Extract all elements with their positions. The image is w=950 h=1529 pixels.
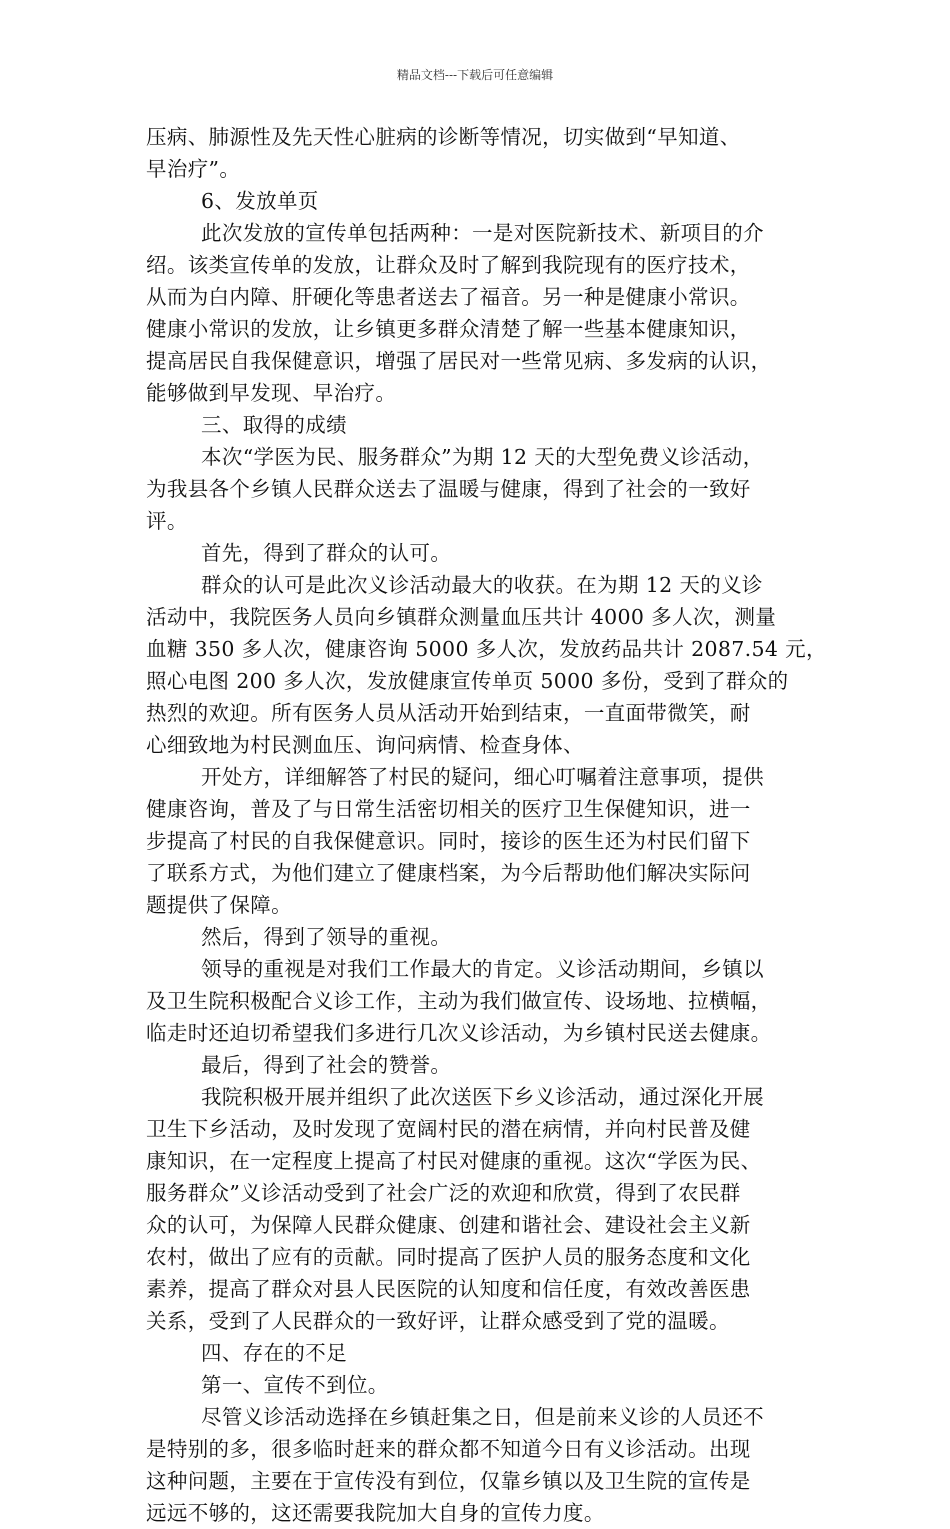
text-line: 此次发放的宣传单包括两种：一是对医院新技术、新项目的介 xyxy=(201,221,764,245)
text-line: 四、存在的不足 xyxy=(201,1341,347,1365)
text-line: 能够做到早发现、早治疗。 xyxy=(146,381,397,405)
text-line: 6、发放单页 xyxy=(201,189,319,213)
text-line: 卫生下乡活动，及时发现了宽阔村民的潜在病情，并向村民普及健 xyxy=(146,1117,751,1141)
text-line: 活动中，我院医务人员向乡镇群众测量血压共计 4000 多人次，测量 xyxy=(146,605,777,629)
text-line: 素养，提高了群众对县人民医院的认知度和信任度，有效改善医患 xyxy=(146,1277,751,1301)
text-line: 提高居民自我保健意识，增强了居民对一些常见病、多发病的认识， xyxy=(146,349,772,373)
text-line: 领导的重视是对我们工作最大的肯定。义诊活动期间，乡镇以 xyxy=(201,957,764,981)
text-line: 众的认可，为保障人民群众健康、创建和谐社会、建设社会主义新 xyxy=(146,1213,751,1237)
text-line: 开处方，详细解答了村民的疑问，细心叮嘱着注意事项，提供 xyxy=(201,765,764,789)
text-line: 三、取得的成绩 xyxy=(201,413,347,437)
text-line: 从而为白内障、肝硬化等患者送去了福音。另一种是健康小常识。 xyxy=(146,285,751,309)
text-line: 健康小常识的发放，让乡镇更多群众清楚了解一些基本健康知识， xyxy=(146,317,751,341)
text-line: 远远不够的，这还需要我院加大自身的宣传力度。 xyxy=(146,1501,605,1525)
text-line: 为我县各个乡镇人民群众送去了温暖与健康，得到了社会的一致好 xyxy=(146,477,751,501)
page-header: 精品文档---下载后可任意编辑 xyxy=(396,68,554,82)
text-line: 热烈的欢迎。所有医务人员从活动开始到结束，一直面带微笑，耐 xyxy=(146,701,751,725)
text-line: 最后，得到了社会的赞誉。 xyxy=(201,1053,452,1077)
text-line: 第一、宣传不到位。 xyxy=(201,1373,389,1397)
text-line: 我院积极开展并组织了此次送医下乡义诊活动，通过深化开展 xyxy=(201,1085,764,1109)
text-line: 这种问题，主要在于宣传没有到位，仅靠乡镇以及卫生院的宣传是 xyxy=(146,1469,751,1493)
text-line: 康知识，在一定程度上提高了村民对健康的重视。这次“学医为民、 xyxy=(146,1149,762,1173)
text-line: 群众的认可是此次义诊活动最大的收获。在为期 12 天的义诊 xyxy=(201,573,763,597)
text-line: 然后，得到了领导的重视。 xyxy=(201,925,452,949)
text-line: 临走时还迫切希望我们多进行几次义诊活动，为乡镇村民送去健康。 xyxy=(146,1021,772,1045)
text-line: 关系，受到了人民群众的一致好评，让群众感受到了党的温暖。 xyxy=(146,1309,730,1333)
text-line: 及卫生院积极配合义诊工作，主动为我们做宣传、设场地、拉横幅， xyxy=(146,989,772,1013)
text-line: 本次“学医为民、服务群众”为期 12 天的大型免费义诊活动， xyxy=(201,445,764,469)
text-line: 压病、肺源性及先天性心脏病的诊断等情况，切实做到“早知道、 xyxy=(146,125,741,149)
text-line: 步提高了村民的自我保健意识。同时，接诊的医生还为村民们留下 xyxy=(146,829,751,853)
text-line: 血糖 350 多人次，健康咨询 5000 多人次，发放药品共计 2087.54 元， xyxy=(146,637,827,661)
text-line: 健康咨询，普及了与日常生活密切相关的医疗卫生保健知识，进一 xyxy=(146,797,751,821)
text-line: 了联系方式，为他们建立了健康档案，为今后帮助他们解决实际问 xyxy=(146,861,751,885)
text-line: 尽管义诊活动选择在乡镇赶集之日，但是前来义诊的人员还不 xyxy=(201,1405,764,1429)
document-body xyxy=(146,121,830,1529)
text-line: 农村，做出了应有的贡献。同时提高了医护人员的服务态度和文化 xyxy=(146,1245,751,1269)
text-line: 题提供了保障。 xyxy=(146,893,292,917)
text-line: 绍。该类宣传单的发放，让群众及时了解到我院现有的医疗技术， xyxy=(146,253,751,277)
text-line: 早治疗”。 xyxy=(146,157,241,181)
text-line: 照心电图 200 多人次，发放健康宣传单页 5000 多份，受到了群众的 xyxy=(146,669,789,693)
text-line: 首先，得到了群众的认可。 xyxy=(201,541,452,565)
text-line: 心细致地为村民测血压、询问病情、检查身体、 xyxy=(146,733,584,757)
text-line: 评。 xyxy=(146,509,188,533)
text-line: 是特别的多，很多临时赶来的群众都不知道今日有义诊活动。出现 xyxy=(146,1437,751,1461)
text-line: 服务群众”义诊活动受到了社会广泛的欢迎和欣赏，得到了农民群 xyxy=(146,1181,741,1205)
